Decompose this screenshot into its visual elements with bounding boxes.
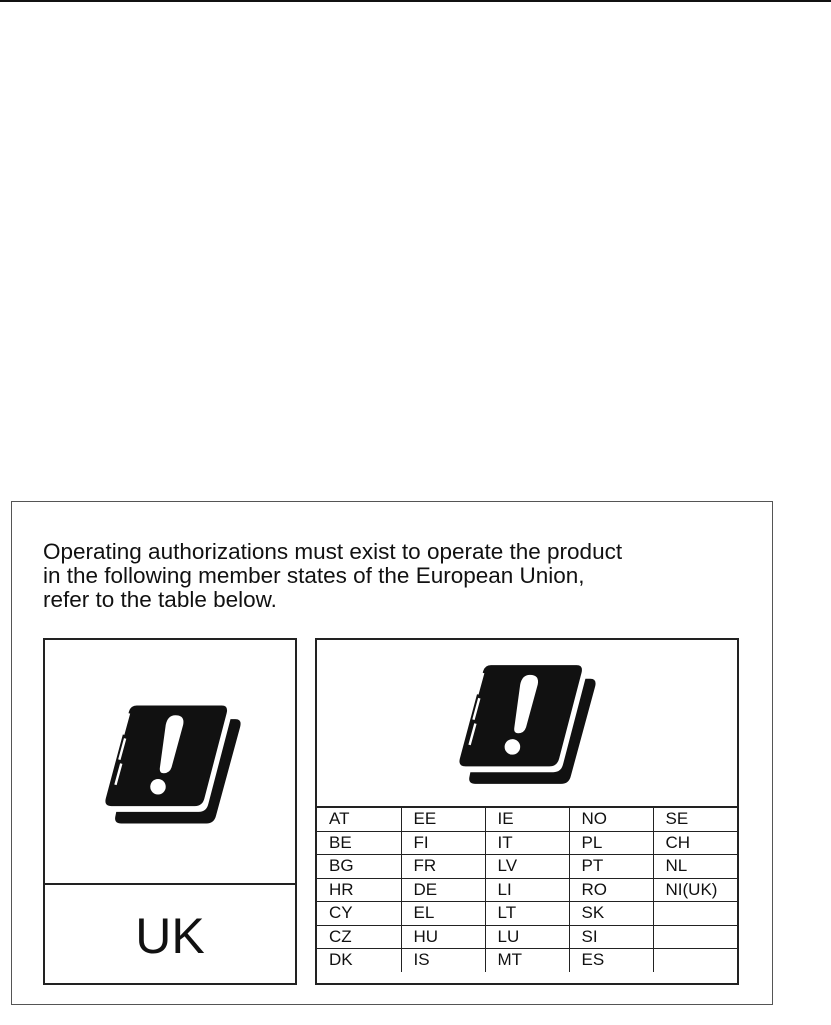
country-cell (653, 925, 737, 949)
country-cell: RO (569, 878, 653, 902)
country-cell: DK (317, 949, 401, 972)
country-cell: IT (485, 831, 569, 855)
country-cell: LU (485, 925, 569, 949)
country-cell: EL (401, 902, 485, 926)
country-cell: BG (317, 855, 401, 879)
country-cell: HU (401, 925, 485, 949)
country-cell: PT (569, 855, 653, 879)
country-cell: LT (485, 902, 569, 926)
country-cell: DE (401, 878, 485, 902)
country-row (317, 902, 737, 926)
notice-line: refer to the table below. (43, 587, 277, 612)
country-cell (653, 902, 737, 926)
country-cell: MT (485, 949, 569, 972)
country-cell: ES (569, 949, 653, 972)
uk-divider (45, 883, 295, 885)
country-row (317, 925, 737, 949)
country-cell: SK (569, 902, 653, 926)
country-cell: BE (317, 831, 401, 855)
country-row (317, 807, 737, 831)
restriction-book-icon (100, 695, 245, 835)
country-cell: NI(UK) (653, 878, 737, 902)
country-cell: CY (317, 902, 401, 926)
country-row (317, 878, 737, 902)
country-cell: NL (653, 855, 737, 879)
country-cell: EE (401, 807, 485, 831)
country-cell: NO (569, 807, 653, 831)
country-cell (653, 949, 737, 972)
country-cell: SE (653, 807, 737, 831)
country-row (317, 831, 737, 855)
country-cell: LI (485, 878, 569, 902)
country-cell: LV (485, 855, 569, 879)
country-cell: IS (401, 949, 485, 972)
restriction-book-icon (454, 655, 600, 795)
country-cell: SI (569, 925, 653, 949)
country-cell: PL (569, 831, 653, 855)
uk-label: UK (135, 907, 205, 964)
eu-panel (315, 638, 739, 985)
country-cell: FR (401, 855, 485, 879)
country-cell: CH (653, 831, 737, 855)
country-row (317, 855, 737, 879)
country-cell: HR (317, 878, 401, 902)
country-cell: CZ (317, 925, 401, 949)
country-cell: AT (317, 807, 401, 831)
notice-line: Operating authorizations must exist to operate the product (43, 539, 623, 564)
notice-line: in the following member states of the European Union, (43, 563, 585, 588)
notice-text (43, 540, 763, 612)
country-cell: FI (401, 831, 485, 855)
uk-panel (43, 638, 297, 985)
country-table (317, 806, 737, 972)
top-rule (0, 0, 831, 2)
country-cell: IE (485, 807, 569, 831)
country-row (317, 949, 737, 972)
